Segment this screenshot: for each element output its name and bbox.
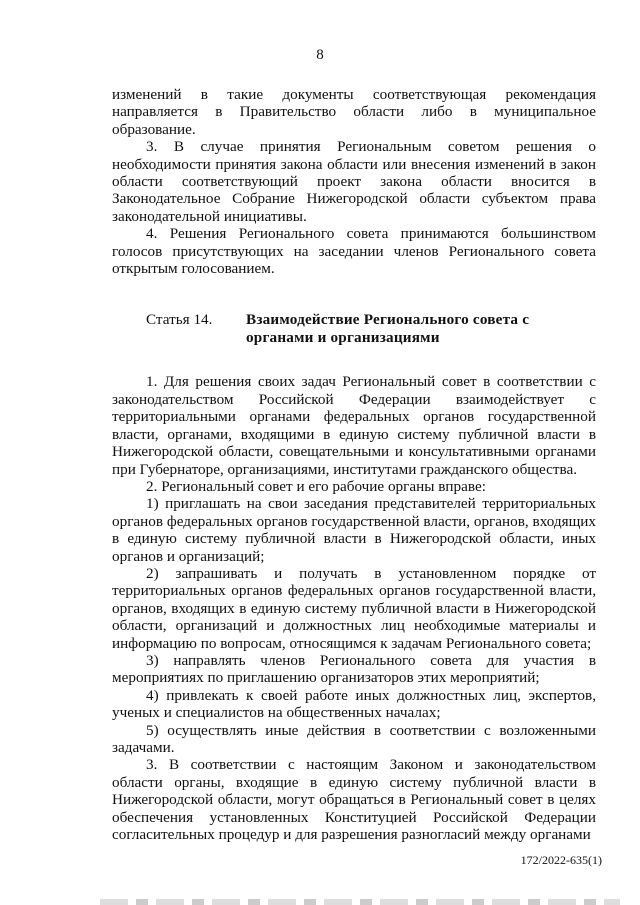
- paragraph-continuation: изменений в такие документы соответствующая рекомендация направляется в Правительство области либо в муниципальное образование.: [112, 86, 596, 138]
- page-number: 8: [316, 47, 324, 63]
- article-label: Статья 14.: [146, 311, 213, 329]
- document-code: 172/2022-635(1): [520, 853, 602, 867]
- list-item-4: 4) привлекать к своей работе иных должностных лиц, экспертов, ученых и специалистов на общественных началах;: [112, 686, 596, 722]
- scan-edge-strip: [100, 899, 620, 905]
- document-body: [112, 86, 596, 843]
- list-item-2: 2) запрашивать и получать в установленном порядке от территориальных органов федеральных органов государственной власти, органов, входящих в единую систему публичной власти в Нижегородской области, организаций и должностных лиц необходимые материалы и информацию по вопросам, относящимся к задачам Регионального совета;: [112, 564, 596, 652]
- list-item-3: 3) направлять членов Регионального совета для участия в мероприятиях по приглашению организаторов этих мероприятий;: [112, 651, 596, 687]
- article-paragraph-1: 1. Для решения своих задач Региональный совет в соответствии с законодательством Российской Федерации взаимодействует с территориальными органами федеральных органов государственной власти, органами, входящими в единую систему публичной власти в Нижегородской области, совещательными и консультативными органами при Губернаторе, организациями, институтами гражданского общества.: [112, 373, 596, 478]
- article-paragraph-2: 2. Региональный совет и его рабочие органы вправе:: [146, 477, 486, 495]
- paragraph-item-3: 3. В случае принятия Региональным советом решения о необходимости принятия закона области или внесения изменений в закон области соответствующий проект закона области вносится в Законодательное Собрание Нижегородской области субъектом права законодательной инициативы.: [112, 138, 596, 225]
- article-heading: [112, 311, 596, 347]
- list-item-5: 5) осуществлять иные действия в соответствии с возложенными задачами.: [112, 721, 596, 756]
- paragraph-item-4: 4. Решения Регионального совета принимаются большинством голосов присутствующих на заседании членов Регионального совета открытым голосованием.: [112, 225, 596, 278]
- list-item-1: 1) приглашать на свои заседания представителей территориальных органов федеральных органов государственной власти, органов, входящих в единую систему публичной власти в Нижегородской области, иных органов и организаций;: [112, 495, 596, 565]
- article-paragraph-3: 3. В соответствии с настоящим Законом и законодательством области органы, входящие в единую систему публичной власти в Нижегородской области, могут обращаться в Региональный совет в целях обеспечения установленных Конституцией Российской Федерации согласительных процедур и для разрешения разногласий между органами: [112, 756, 596, 844]
- article-title: Взаимодействие Регионального совета с органами и организациями: [246, 311, 530, 347]
